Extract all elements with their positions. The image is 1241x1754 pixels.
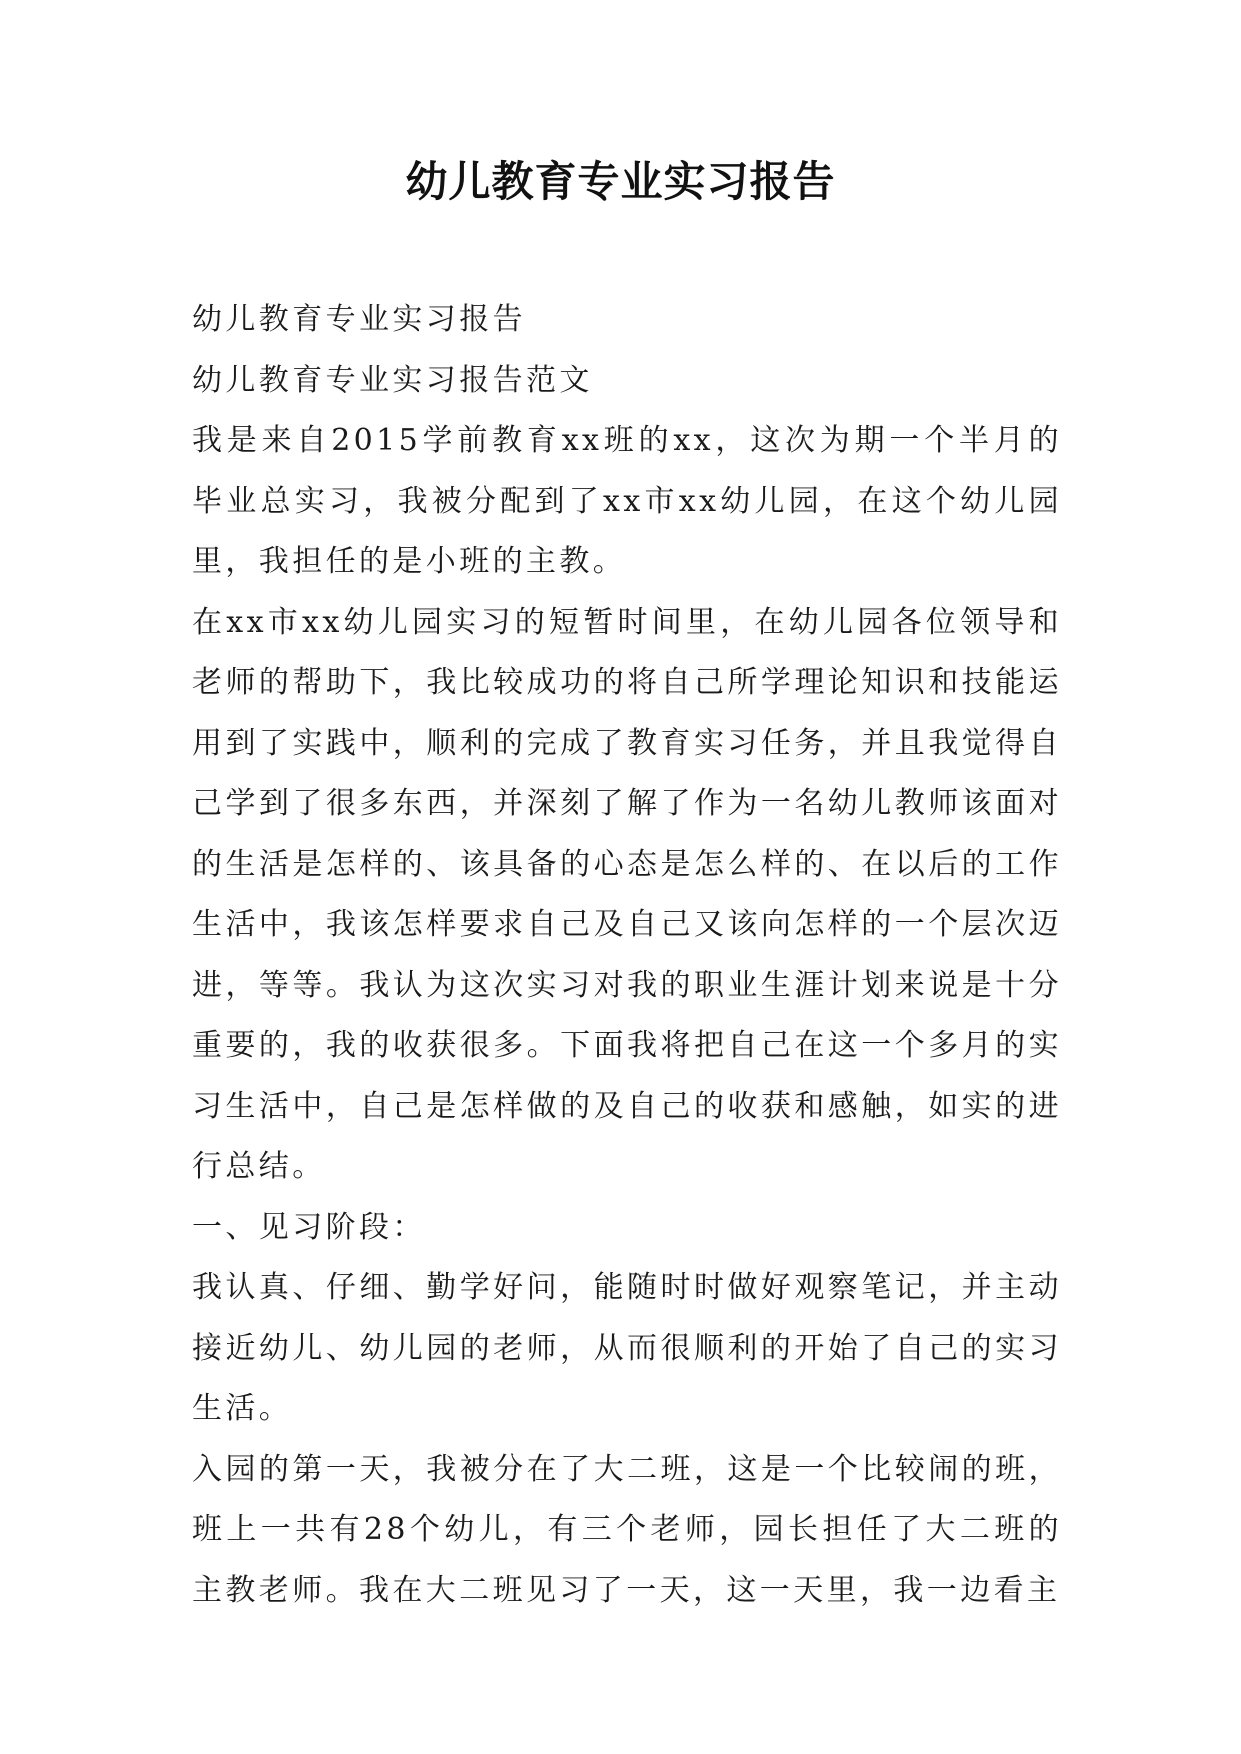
paragraph-heading: 幼儿教育专业实习报告 <box>192 302 526 337</box>
document-body <box>192 290 1062 1621</box>
paragraph-observation: 我认真、仔细、勤学好问，能随时时做好观察笔记，并主动接近幼儿、幼儿园的老师，从而很顺利的开始了自己的实习生活。 <box>192 1270 1062 1426</box>
section-heading-observation: 一、见习阶段： <box>192 1209 426 1245</box>
paragraph-subheading: 幼儿教育专业实习报告范文 <box>192 362 593 398</box>
paragraph-summary: 在xx市xx幼儿园实习的短暂时间里，在幼儿园各位领导和老师的帮助下，我比较成功的将自己所学理论知识和技能运用到了实践中，顺利的完成了教育实习任务，并且我觉得自己学到了很多东西，并深刻了解了作为一名幼儿教师该面对的生活是怎样的、该具备的心态是怎么样的、在以后的工作生活中，我该怎样要求自己及自己又该向怎样的一个层次迈进，等等。我认为这次实习对我的职业生涯计划来说是十分重要的，我的收获很多。下面我将把自己在这一个多月的实习生活中，自己是怎样做的及自己的收获和感触，如实的进行总结。 <box>192 604 1062 1184</box>
paragraph-first-day: 入园的第一天，我被分在了大二班，这是一个比较闹的班，班上一共有28个幼儿，有三个老师，园长担任了大二班的主教老师。我在大二班见习了一天，这一天里，我一边看主 <box>192 1451 1062 1608</box>
paragraph-intro: 我是来自2015学前教育xx班的xx，这次为期一个半月的毕业总实习，我被分配到了xx市xx幼儿园，在这个幼儿园里，我担任的是小班的主教。 <box>192 423 1062 579</box>
document-title: 幼儿教育专业实习报告 <box>405 157 836 206</box>
